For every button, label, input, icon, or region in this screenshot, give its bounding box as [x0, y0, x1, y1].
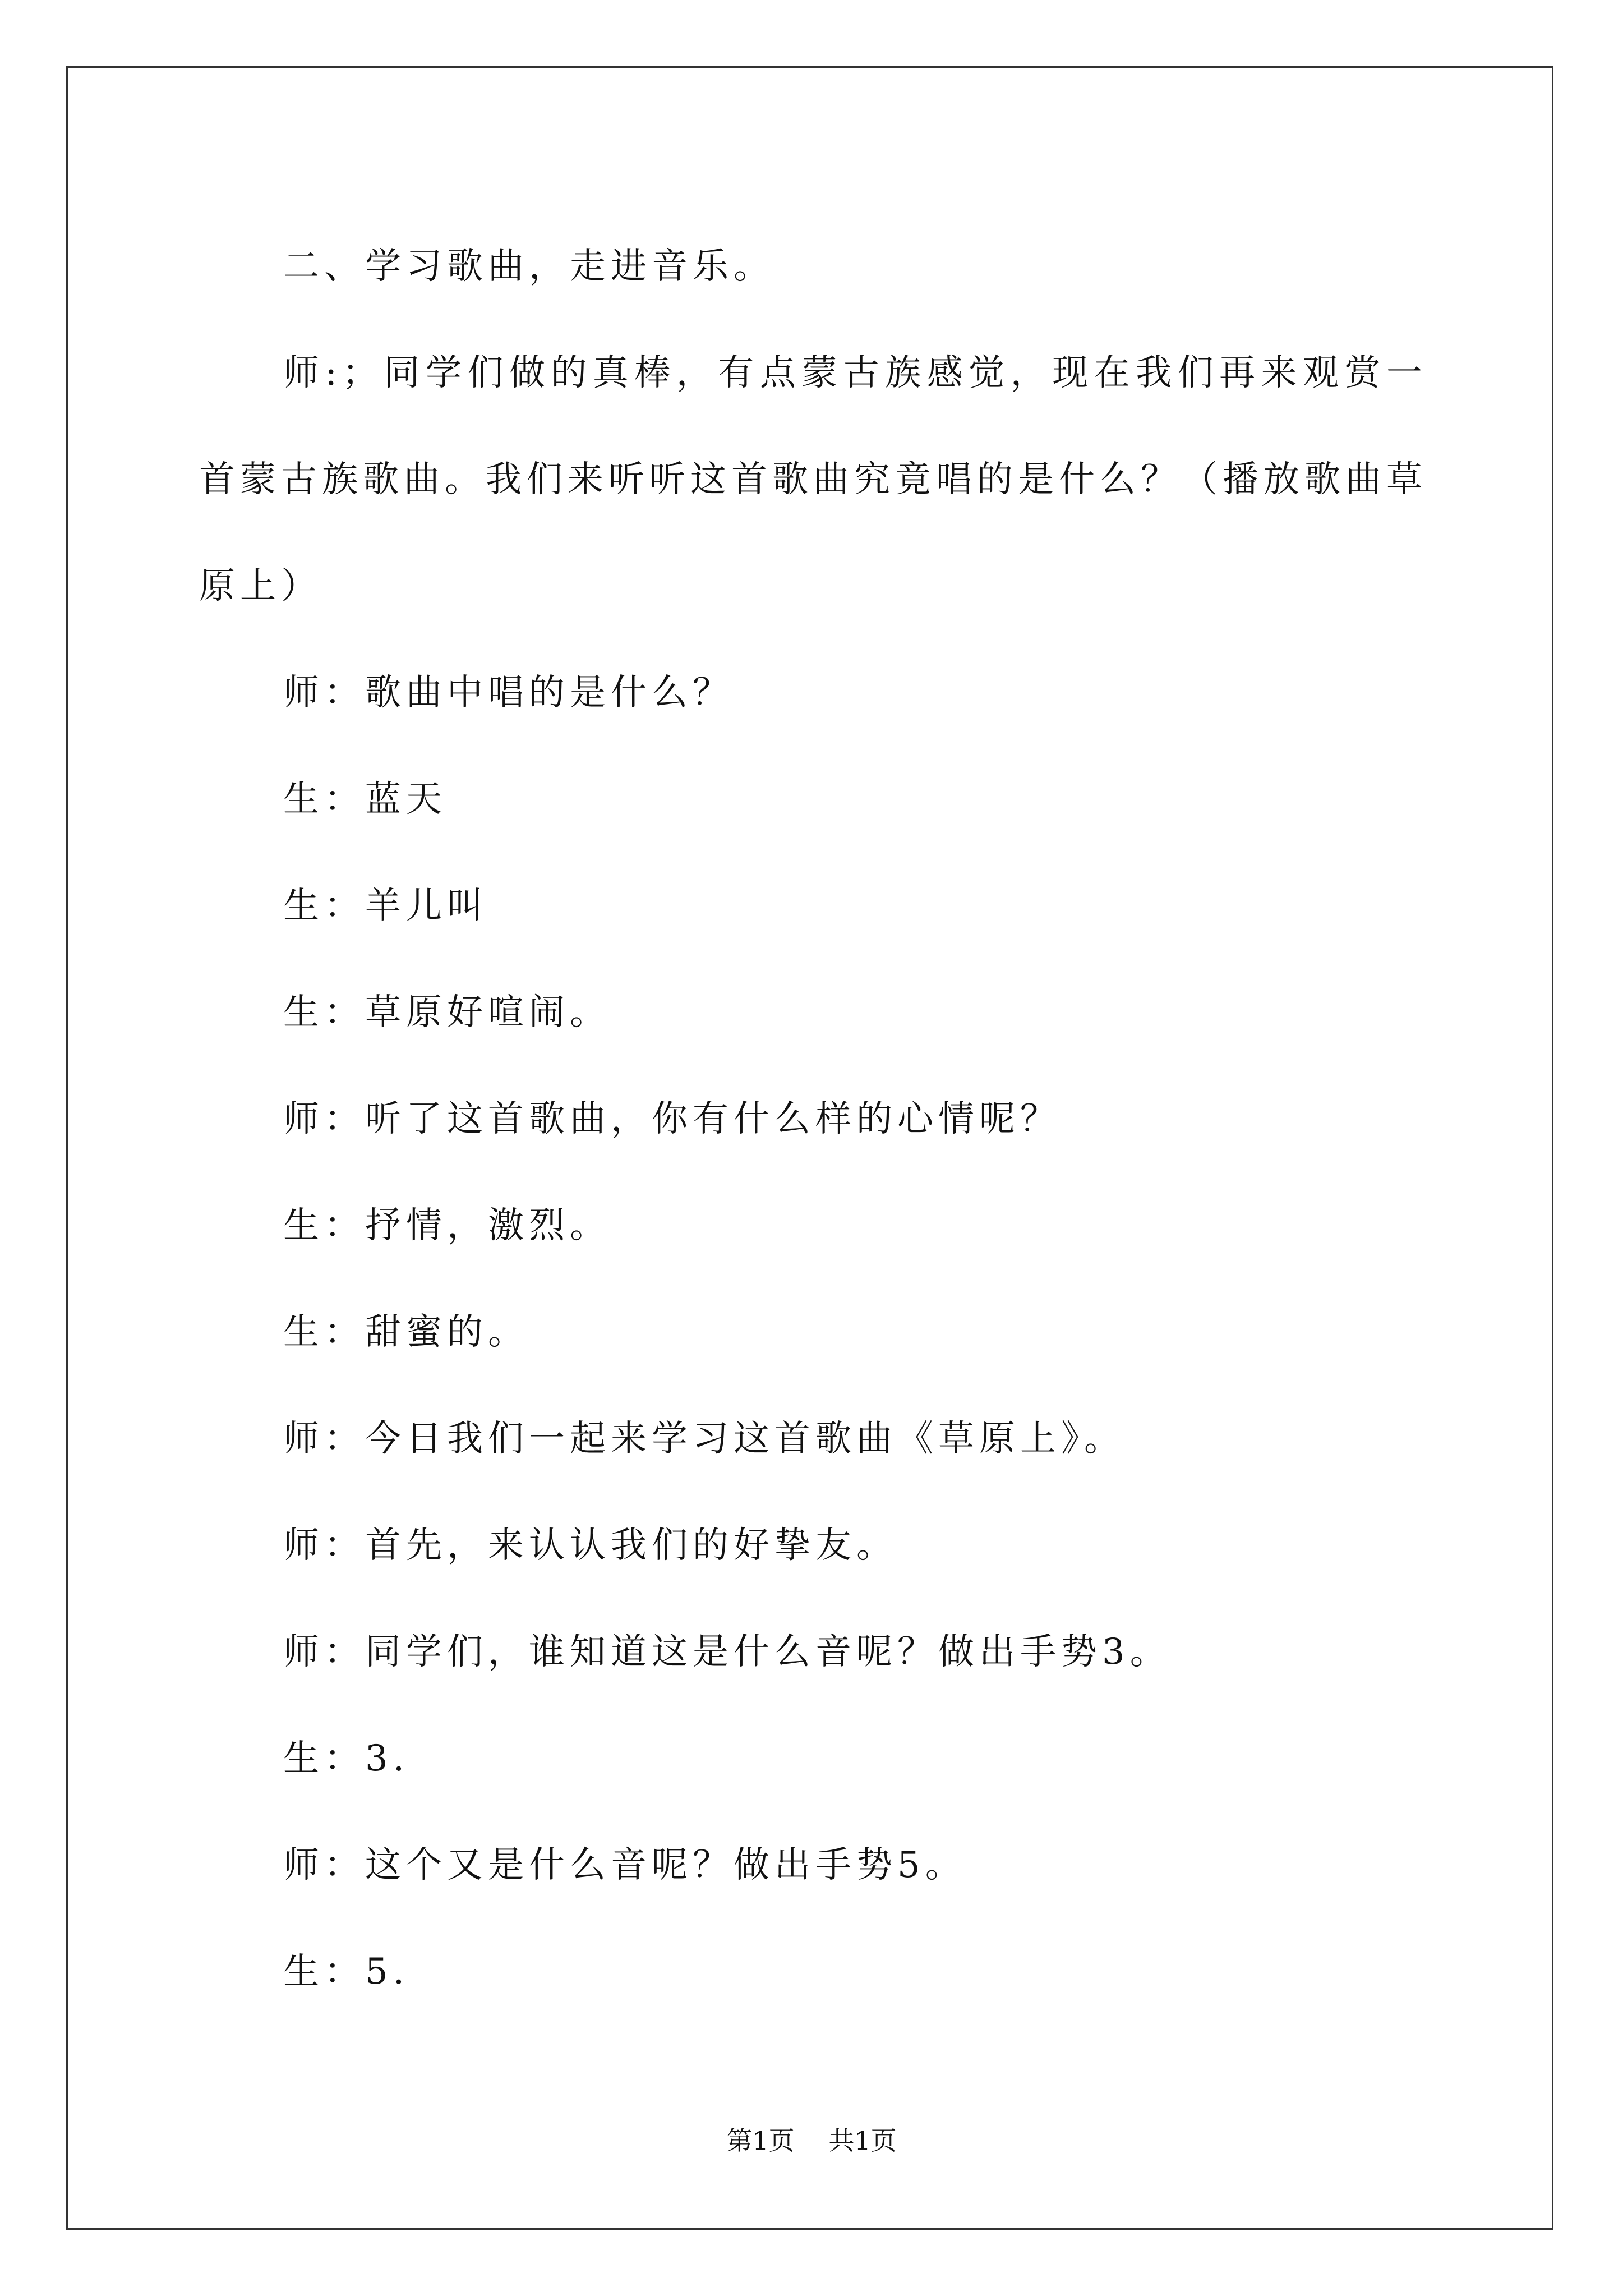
paragraph: 师：首先，来认认我们的好挚友。: [283, 1525, 897, 1566]
paragraph: 师：歌曲中唱的是什么？: [283, 672, 734, 714]
paragraph: 生：5.: [283, 1951, 410, 1993]
page-footer: [0, 2124, 1623, 2157]
document-body: [199, 213, 1427, 2025]
page-number-current: 第1页: [726, 2125, 795, 2156]
paragraph: 生：羊儿叫: [283, 885, 488, 927]
paragraph: 生：甜蜜的。: [283, 1312, 529, 1353]
paragraph: 师：今日我们一起来学习这首歌曲《草原上》。: [283, 1418, 1125, 1460]
paragraph: 师:；同学们做的真棒，有点蒙古族感觉，现在我们再来观赏一首蒙古族歌曲。我们来听听这首歌曲究竟唱的是什么？（播放歌曲草原上）: [199, 352, 1427, 607]
page-number-total: 共1页: [828, 2125, 897, 2156]
paragraph: 生：草原好喧闹。: [283, 992, 611, 1033]
paragraph: 师：听了这首歌曲，你有什么样的心情呢？: [283, 1098, 1061, 1140]
paragraph: 生：抒情，激烈。: [283, 1205, 611, 1246]
paragraph: 二、学习歌曲，走进音乐。: [283, 246, 774, 287]
paragraph: 师：这个又是什么音呢？做出手势5。: [283, 1844, 966, 1886]
paragraph: 师：同学们，谁知道这是什么音呢？做出手势3。: [283, 1631, 1171, 1673]
paragraph: 生：3.: [283, 1738, 410, 1779]
paragraph: 生：蓝天: [283, 779, 447, 820]
